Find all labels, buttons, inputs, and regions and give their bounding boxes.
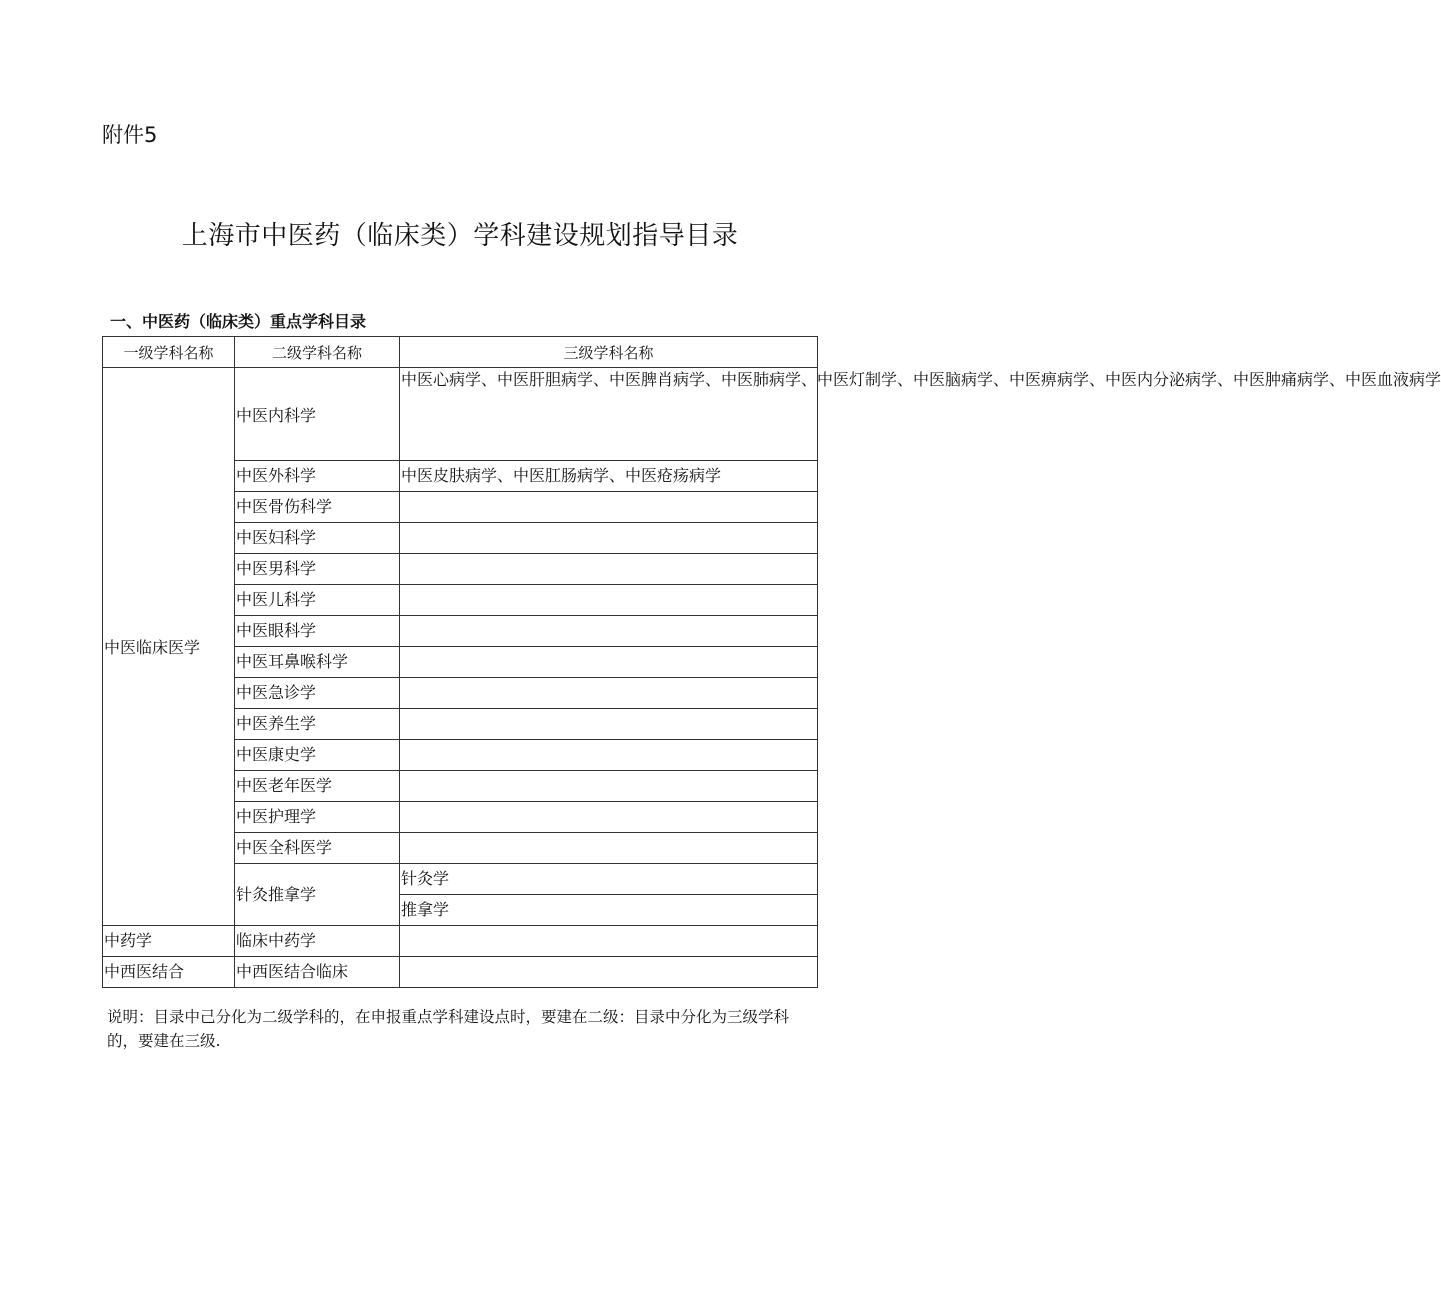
level3-cell	[400, 616, 818, 647]
level3-cell	[400, 492, 818, 523]
level2-cell: 中医养生学	[235, 709, 400, 740]
level2-cell: 中医全科医学	[235, 833, 400, 864]
level2-cell: 中医康史学	[235, 740, 400, 771]
level3-cell	[400, 957, 818, 988]
level1-cell: 中西医结合	[103, 957, 235, 988]
level2-cell: 中医耳鼻喉科学	[235, 647, 400, 678]
table-row	[103, 368, 818, 461]
level2-cell: 临床中药学	[235, 926, 400, 957]
level3-cell: 中医皮肤病学、中医肛肠病学、中医疮疡病学	[400, 461, 818, 492]
level2-cell: 中医护理学	[235, 802, 400, 833]
level2-cell: 中医外科学	[235, 461, 400, 492]
level3-cell	[400, 709, 818, 740]
level3-cell	[400, 833, 818, 864]
level2-cell: 中医急诊学	[235, 678, 400, 709]
level3-cell	[400, 771, 818, 802]
table-row	[103, 926, 818, 957]
table-header-row	[103, 337, 818, 368]
level3-cell	[400, 740, 818, 771]
discipline-catalog-table	[102, 336, 1441, 988]
level1-cell: 中药学	[103, 926, 235, 957]
level3-cell	[400, 523, 818, 554]
footnote: 说明：目录中己分化为二级学科的，在申报重点学科建设点时，要建在二级：目录中分化为三级学科的，要建在三级.	[107, 1008, 790, 1050]
level2-cell: 中医男科学	[235, 554, 400, 585]
section-heading: 一、中医药（临床类）重点学科目录	[110, 312, 367, 331]
level2-cell: 中医妇科学	[235, 523, 400, 554]
level2-cell: 中医骨伤科学	[235, 492, 400, 523]
header-level1: 一级学科名称	[103, 337, 235, 368]
level2-cell: 中医内科学	[235, 368, 400, 461]
level2-cell: 中医老年医学	[235, 771, 400, 802]
level2-cell: 推拿学	[400, 895, 818, 926]
level3-cell	[400, 802, 818, 833]
level3-cell	[400, 647, 818, 678]
level2-cell: 中西医结合临床	[235, 957, 400, 988]
level3-cell	[400, 678, 818, 709]
document-title: 上海市中医药（临床类）学科建设规划指导目录	[181, 221, 739, 251]
attachment-label: 附件5	[102, 123, 158, 147]
level3-cell: 中医心病学、中医肝胆病学、中医脾肖病学、中医肺病学、中医灯制学、中医脑病学、中医痹病学、中医内分泌病学、中医肿痛病学、中医血液病学	[400, 368, 818, 461]
table-row	[103, 957, 818, 988]
level3-cell	[400, 926, 818, 957]
level2-cell: 中医儿科学	[235, 585, 400, 616]
level2-cell: 中医眼科学	[235, 616, 400, 647]
level2-cell: 针灸学	[400, 864, 818, 895]
level3-cell	[400, 585, 818, 616]
level1-cell: 针灸推拿学	[235, 864, 400, 926]
header-level2: 二级学科名称	[235, 337, 400, 368]
level3-cell	[400, 554, 818, 585]
header-level3: 三级学科名称	[400, 337, 818, 368]
level1-cell: 中医临床医学	[103, 368, 235, 926]
